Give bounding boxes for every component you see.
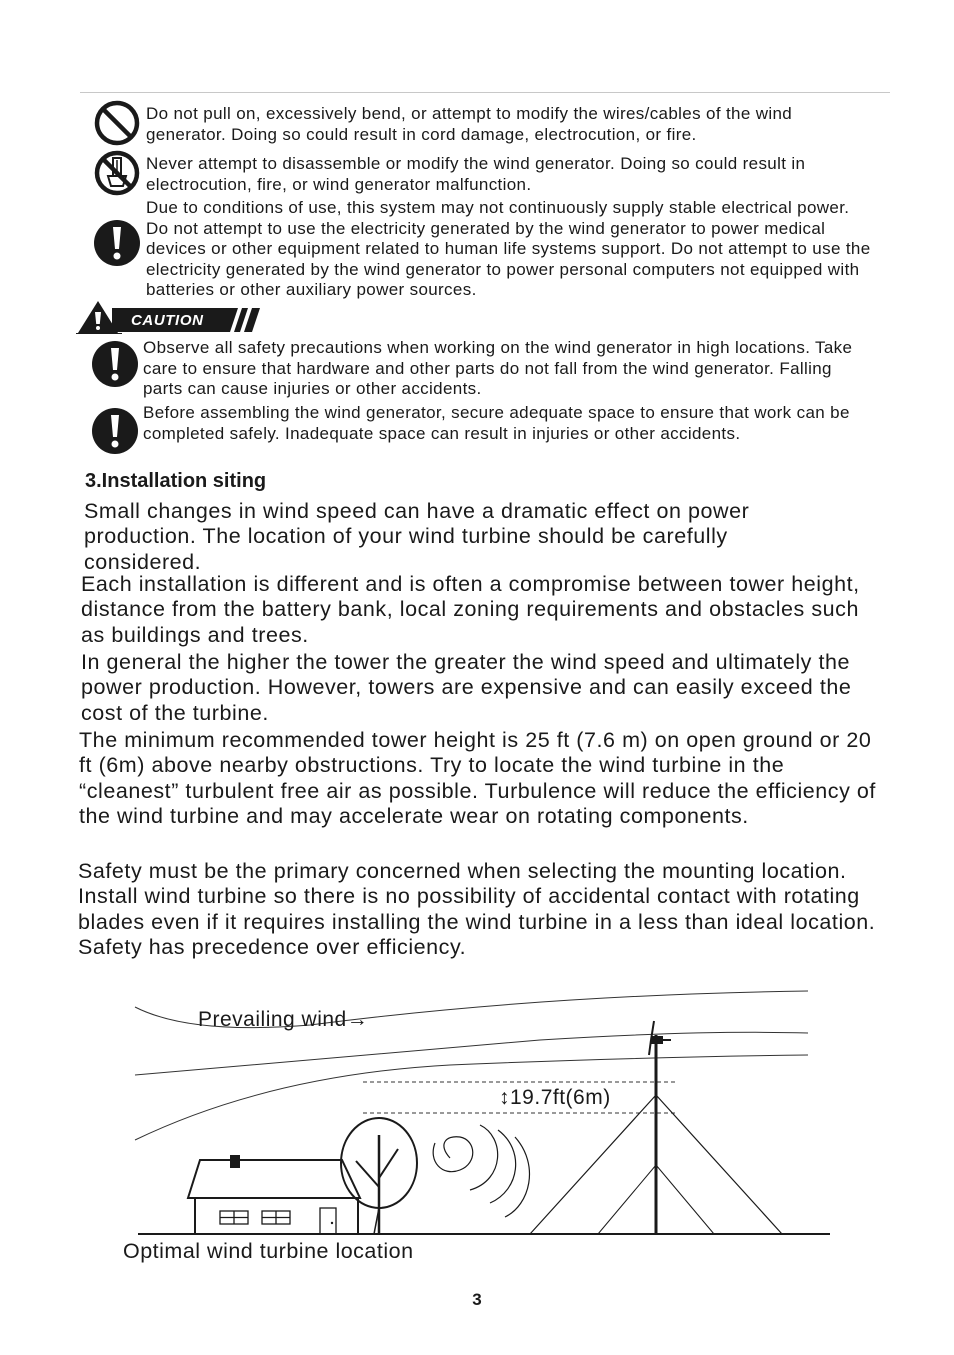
caution-text-space: Before assembling the wind generator, secure adequate space to ensure that work can be completed safely. Inadequate space can result in injuries or other accidents. xyxy=(143,403,850,443)
paragraph-wind-speed: Small changes in wind speed can have a dramatic effect on power production. The location of your wind turbine should be carefully considered. xyxy=(84,499,750,574)
house-icon xyxy=(188,1155,360,1234)
height-label: ↕19.7ft(6m) xyxy=(499,1086,611,1109)
exclamation-icon xyxy=(90,339,140,389)
paragraph-tower-height: In general the higher the tower the greater the wind speed and ultimately the power production. However, towers are expensive and can easily exceed the cost of the turbine. xyxy=(81,650,852,725)
warning-text-disassemble: Never attempt to disassemble or modify the wind generator. Doing so could result in electrocution, fire, or wind generator malfunction. xyxy=(146,154,806,194)
wind-streamline xyxy=(135,1055,808,1140)
paragraph-safety: Safety must be the primary concerned when selecting the mounting location. Install wind turbine so there is no possibility of accidental contact with rotating blades even if it requires installing the wind turbine in a less than ideal location. Safety has precedence over efficiency. xyxy=(78,859,876,959)
warning-text-wires: Do not pull on, excessively bend, or attempt to modify the wires/cables of the wind generator. Doing so could result in cord damage, electrocution, or fire. xyxy=(146,104,793,144)
tree-icon xyxy=(341,1118,417,1234)
prevailing-wind-label: Prevailing wind→ xyxy=(198,1008,369,1031)
chimney xyxy=(230,1155,240,1168)
paragraph-compromise: Each installation is different and is often a compromise between tower height, distance from the battery bank, local zoning requirements and obstacles such as buildings and trees. xyxy=(81,572,860,647)
section-title: 3.Installation siting xyxy=(85,470,267,492)
caution-label: CAUTION xyxy=(131,312,204,329)
wind-streamline xyxy=(135,1032,808,1075)
page-number: 3 xyxy=(472,1290,482,1309)
top-rule xyxy=(80,92,890,93)
prohibition-icon xyxy=(92,98,142,148)
no-disassembly-icon xyxy=(92,148,142,198)
right-arrow-icon: → xyxy=(346,1008,369,1031)
diagram-caption: Optimal wind turbine location xyxy=(123,1239,414,1263)
paragraph-minimum-height: The minimum recommended tower height is 25 ft (7.6 m) on open ground or 20 ft (6m) above nearby obstructions. Try to locate the wind turbine in the “cleanest” turbulent free air as possible. Turbulence will reduce the efficiency of the wind turbine and may accelerate wear on rotating components. xyxy=(79,728,876,828)
exclamation-icon xyxy=(92,218,142,268)
warning-text-power-supply: Due to conditions of use, this system may not continuously supply stable electrical power. Do not attempt to use the electricity generated by the wind generator to power medical devices or other equipment related to human life systems support. Do not attempt to use the electricity generated by the wind generator to power personal computers not equipped with batteries or other auxiliary power sources. xyxy=(146,198,871,300)
vertical-arrow-icon: ↕ xyxy=(499,1086,510,1109)
turbulence-swirls xyxy=(433,1125,529,1217)
exclamation-icon xyxy=(90,406,140,456)
wind-turbine-icon xyxy=(530,1021,782,1234)
caution-text-high-locations: Observe all safety precautions when working on the wind generator in high locations. Take care to ensure that hardware and other parts do not fall from the wind generator. Falling parts can cause injuries or other accidents. xyxy=(143,338,853,399)
